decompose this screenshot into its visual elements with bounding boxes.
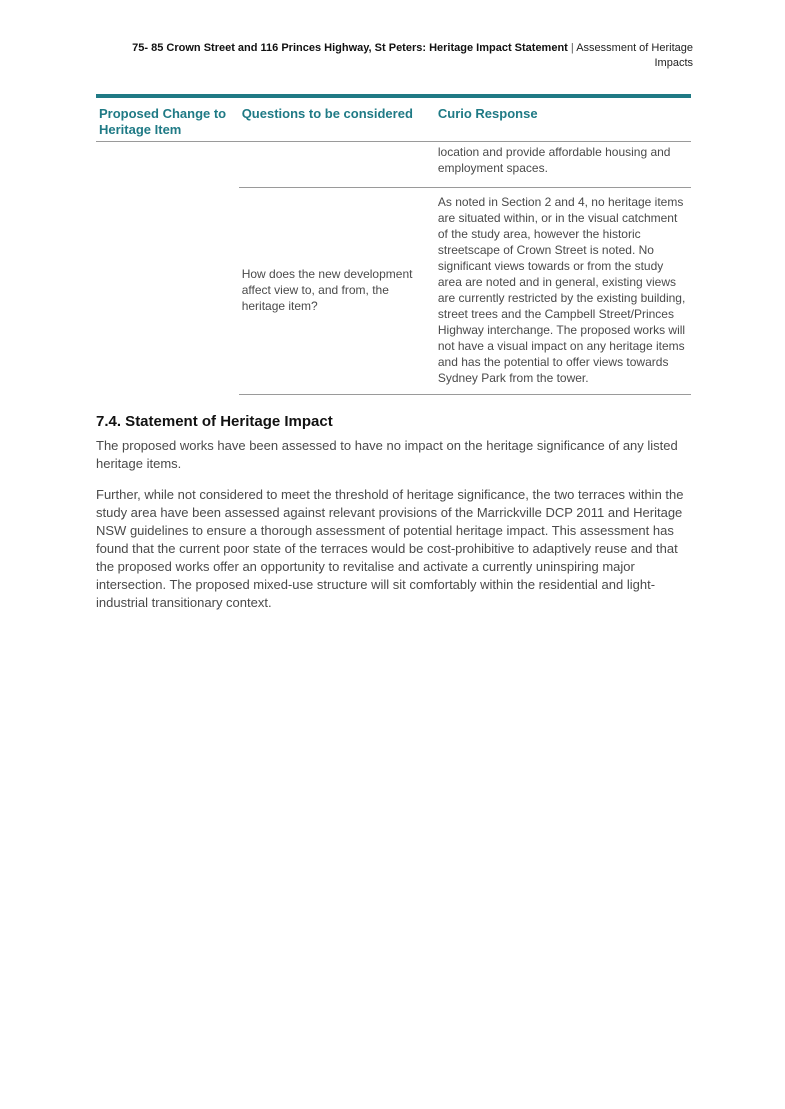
body-paragraph: Further, while not considered to meet the threshold of heritage significance, the two terraces within the study area have been assessed against relevant provisions of the Marrickville DCP 2011 and Heritage NSW guidelines to ensure a thorough assessment of potential heritage impact. This assessment has found that the current poor state of the terraces would be cost-prohibitive to adaptively reuse and that the proposed works offer an opportunity to revitalise and activate a currently uninspiring major intersection. The proposed mixed-use structure will sit comfortably within the residential and light-industrial transitionary context. [96, 487, 684, 610]
column-header-curio-response: Curio Response [435, 96, 691, 142]
cell-change [96, 142, 239, 188]
cell-question: How does the new development affect view to, and from, the heritage item? [239, 188, 435, 395]
heritage-assessment-table [96, 94, 691, 395]
table-header-row [96, 96, 691, 142]
header-separator: | [570, 42, 574, 54]
header-document-title: 75- 85 Crown Street and 116 Princes Highway, St Peters: Heritage Impact Statement [132, 42, 568, 54]
page-header [93, 41, 693, 71]
section-heading: 7.4. Statement of Heritage Impact [96, 413, 333, 430]
body-paragraph: The proposed works have been assessed to have no impact on the heritage significance of any listed heritage items. [96, 438, 678, 471]
column-header-questions: Questions to be considered [239, 96, 435, 142]
cell-question [239, 142, 435, 188]
header-section-name: Assessment of Heritage Impacts [576, 42, 693, 69]
cell-change [96, 188, 239, 395]
column-header-proposed-change: Proposed Change to Heritage Item [96, 96, 239, 142]
cell-response: As noted in Section 2 and 4, no heritage items are situated within, or in the visual catchment of the study area, however the historic streetscape of Crown Street is noted. No significant views towards or from the study area are noted and in general, existing views are currently restricted by the existing building, street trees and the Campbell Street/Princes Highway interchange. The proposed works will not have a visual impact on any heritage items and has the potential to offer views towards Sydney Park from the tower. [435, 188, 691, 395]
table-row [96, 188, 691, 395]
table-row [96, 142, 691, 188]
cell-response: location and provide affordable housing and employment spaces. [435, 142, 691, 188]
